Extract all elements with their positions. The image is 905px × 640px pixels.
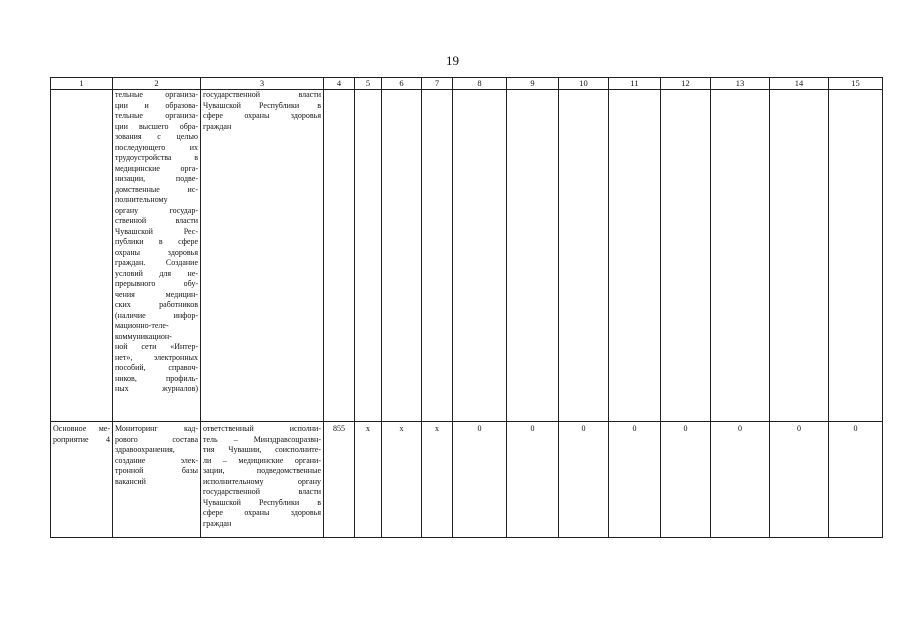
cell-value: 0 <box>661 422 711 538</box>
table-row-measure-4 <box>51 422 883 538</box>
header-cell: 10 <box>559 78 609 90</box>
cell-value: 0 <box>559 422 609 538</box>
header-cell: 14 <box>770 78 829 90</box>
header-cell: 11 <box>609 78 661 90</box>
header-cell: 13 <box>711 78 770 90</box>
cell-empty <box>507 90 559 422</box>
cell-empty <box>324 90 355 422</box>
header-cell: 5 <box>355 78 382 90</box>
header-cell: 3 <box>201 78 324 90</box>
table-row-continued <box>51 90 883 422</box>
cell-value: 0 <box>829 422 883 538</box>
cell-empty <box>559 90 609 422</box>
cell-value: x <box>355 422 382 538</box>
header-cell: 7 <box>422 78 453 90</box>
header-cell: 1 <box>51 78 113 90</box>
cell-description: Мониторинг кад- рового состава здравоохранения, создание элек- тронной базы вакансий <box>113 422 201 538</box>
page-number: 19 <box>446 53 459 68</box>
cell-value: x <box>422 422 453 538</box>
header-cell: 6 <box>382 78 422 90</box>
cell-empty <box>770 90 829 422</box>
cell-empty <box>382 90 422 422</box>
cell-empty <box>829 90 883 422</box>
header-cell: 8 <box>453 78 507 90</box>
cell-description: тельные организа- ции и образова- тельные организа- ции высшего обра- зования с целью последующего их трудоустройства в медицинские орга- низации, подве- домственные ис- полнительному органу государ- ственной власти Чувашской Рес- публики в сфере охраны здоровья граждан. Создание условий для не- прерывного обу- чения медицин- ских работников (наличие инфор- мационно-теле- коммуникацион- ной сети «Интер- нет», электронных пособий, справоч- ников, профиль- ных журналов) <box>113 90 201 422</box>
cell-empty <box>422 90 453 422</box>
header-row <box>51 78 883 90</box>
cell-value: 0 <box>453 422 507 538</box>
header-cell: 15 <box>829 78 883 90</box>
cell-value: 0 <box>711 422 770 538</box>
cell-value: 0 <box>507 422 559 538</box>
cell-empty <box>355 90 382 422</box>
cell-value: 855 <box>324 422 355 538</box>
header-cell: 12 <box>661 78 711 90</box>
cell-value: 0 <box>609 422 661 538</box>
cell-value: x <box>382 422 422 538</box>
cell-empty <box>661 90 711 422</box>
header-cell: 2 <box>113 78 201 90</box>
cell-empty <box>609 90 661 422</box>
cell-empty <box>51 90 113 422</box>
cell-value: 0 <box>770 422 829 538</box>
cell-measure-title: Основное ме- роприятие 4 <box>51 422 113 538</box>
cell-empty <box>453 90 507 422</box>
header-cell: 4 <box>324 78 355 90</box>
cell-executor: государственной власти Чувашской Республики в сфере охраны здоровья граждан <box>201 90 324 422</box>
cell-executor: ответственный исполни- тель – Минздравсоцразвн- тия Чувашии, соисполните- ли – медицинские органи- зации, подведомственные исполнительному органу государственной власти Чувашской Республики в сфере охраны здоровья граждан <box>201 422 324 538</box>
header-cell: 9 <box>507 78 559 90</box>
program-table <box>50 77 883 538</box>
cell-empty <box>711 90 770 422</box>
